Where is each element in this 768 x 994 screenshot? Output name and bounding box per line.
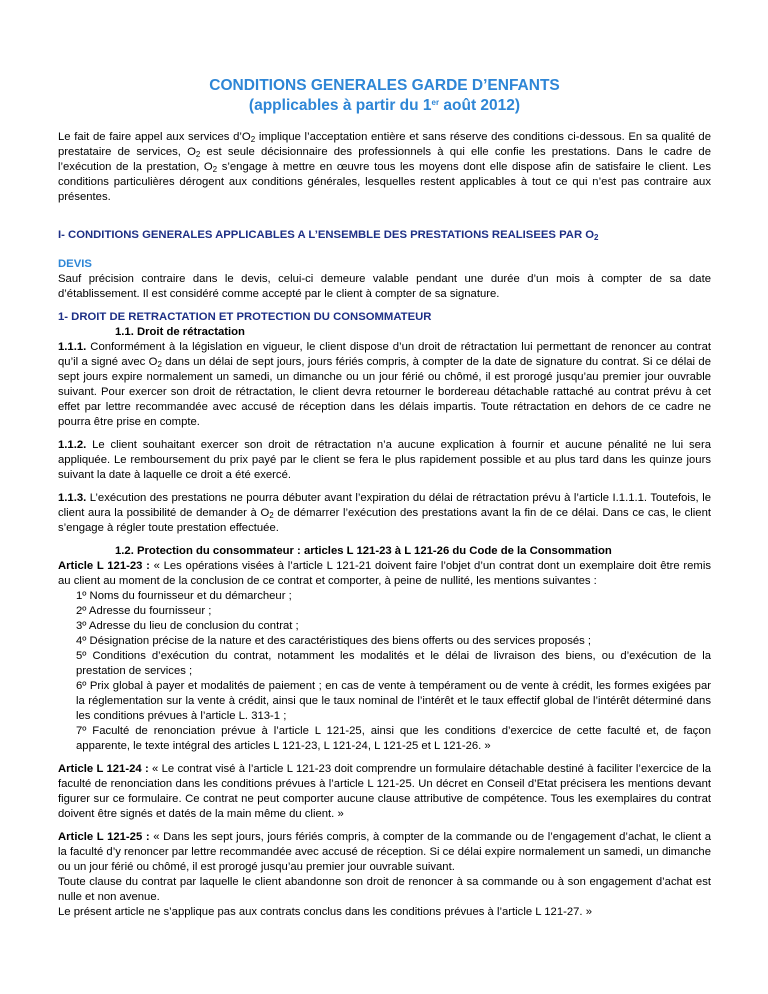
- title-line-2-start: (applicables à partir du 1: [248, 97, 432, 114]
- section-heading-conditions-generales: I- CONDITIONS GENERALES APPLICABLES A L’ENSEMBLE DES PRESTATIONS REALISEES PAR $O_2$: [58, 229, 599, 242]
- article-l121-25-paragraph-2: Toute clause du contrat par laquelle le client abandonne son droit de renoncer à sa commande ou à son engagement d’achat est nulle et non avenue.: [58, 876, 711, 903]
- article-l121-25-paragraph-3: Le présent article ne s’applique pas aux contrats conclus dans les conditions prévues à l’article L 121-27. »: [58, 906, 592, 918]
- devis-heading: DEVIS: [58, 258, 92, 270]
- paragraph-1-1-2: 1.1.2. Le client souhaitant exercer son droit de rétractation n’a aucune explication à fournir et aucune pénalité ne lui sera appliquée. Le remboursement du prix payé par le client se fera le plus rapidement possible et au plus tard dans les quinze jours suivant la date à laquelle ce droit a été exercé.: [58, 439, 711, 481]
- document-title: [58, 76, 711, 116]
- mentions-list: [58, 589, 711, 754]
- list-item: 4º Désignation précise de la nature et des caractéristiques des biens offerts ou des services proposés ;: [76, 635, 592, 647]
- droit-retractation-heading: 1.1. Droit de rétractation: [115, 326, 245, 338]
- list-item: 5º Conditions d’exécution du contrat, notamment les modalités et le délai de livraison des biens, ou d’exécution de la prestation de services ;: [76, 650, 711, 677]
- list-item: 6º Prix global à payer et modalités de paiement ; en cas de vente à tempérament ou de vente à crédit, les formes exigées par la réglementation sur la vente à crédit, ainsi que le taux nominal de l’intérêt et le taux effectif global de l’intérêt déterminé dans les conditions prévues à l’article L. 313-1 ;: [76, 680, 711, 722]
- article-l121-23: Article L 121-23 : « Les opérations visées à l’article L 121-21 doivent faire l’objet d’un contrat dont un exemplaire doit être remis au client au moment de la conclusion de ce contrat et comporter, à peine de nullité, les mentions suivantes :: [58, 560, 711, 587]
- list-item: 2º Adresse du fournisseur ;: [76, 605, 212, 617]
- article-l121-25: Article L 121-25 : « Dans les sept jours, jours fériés compris, à compter de la commande ou de l’engagement d’achat, le client a la faculté d’y renoncer par lettre recommandée avec accusé de réception. Si ce délai expire normalement un samedi, un dimanche ou un jour férié ou chômé, il est prorogé jusqu’au premier jour ouvrable suivant.: [58, 831, 711, 873]
- title-line-2-end: août 2012): [439, 97, 521, 114]
- paragraph-1-1-1: 1.1.1. Conformément à la législation en vigueur, le client dispose d’un droit de rétractation lui permettant de renoncer au contrat qu’il a signé avec $O_2$ dans un délai de sept jours, jours fériés compris, à compter de la date de signature du contrat. Si ce délai de sept jours expire normalement un samedi, un dimanche ou un jour férié ou chômé, il est prorogé jusqu’au premier jour ouvrable suivant. Pour exercer son droit de rétractation, le client devra retourner le bordereau détachable rattaché au contrat prévu à cet effet par lettre recommandée avec accusé de réception dans les délais impartis. Toute rétractation en dehors de ce cadre ne pourra être prise en compte.: [58, 341, 711, 428]
- intro-paragraph: Le fait de faire appel aux services $d’O_2$ implique l’acceptation entière et sans réserve des conditions ci-dessous. En sa qualité de prestataire de services, $O_2$ est seule décisionnaire des professionnels à qui elle confie les prestations. Dans le cadre de l’exécution de la prestation, $O_2$ s’engage à mettre en œuvre tous les moyens dont elle dispose afin de satisfaire le client. Les conditions particulières dérogent aux conditions générales, lesquelles restent applicables à tout ce qui n’est pas contraire aux présentes.: [58, 131, 711, 203]
- paragraph-1-1-3: 1.1.3. L’exécution des prestations ne pourra débuter avant l’expiration du délai de rétractation prévu à l’article I.1.1.1. Toutefois, le client aura la possibilité de demander à $O_2$ de démarrer l’exécution des prestations avant la fin de ce délai. Dans ce cas, le client s’engage à régler toute prestation effectuée.: [58, 492, 712, 534]
- list-item: 1º Noms du fournisseur et du démarcheur ;: [76, 590, 292, 602]
- list-item: 7º Faculté de renonciation prévue à l’article L 121-25, ainsi que les conditions d’exercice de cette faculté et, de façon apparente, le texte intégral des articles L 121-23, L 121-24, L 121-25 et L 121-26. »: [76, 725, 711, 752]
- list-item: 3º Adresse du lieu de conclusion du contrat ;: [76, 620, 299, 632]
- title-line-1: CONDITIONS GENERALES GARDE D’ENFANTS: [209, 77, 560, 94]
- retractation-heading: 1- DROIT DE RETRACTATION ET PROTECTION DU CONSOMMATEUR: [58, 311, 432, 323]
- devis-paragraph: Sauf précision contraire dans le devis, celui-ci demeure valable pendant une durée d’un mois à compter de sa date d’établissement. Il est considéré comme accepté par le client à compter de sa signature.: [58, 273, 711, 300]
- protection-consommateur-heading: 1.2. Protection du consommateur : articles L 121-23 à L 121-26 du Code de la Consommation: [115, 545, 612, 557]
- title-superscript: er: [431, 98, 440, 107]
- article-l121-24: Article L 121-24 : « Le contrat visé à l’article L 121-23 doit comprendre un formulaire détachable destiné à faciliter l’exercice de la faculté de renonciation dans les conditions prévues à l’article L 121-25. Un décret en Conseil d’Etat précisera les mentions devant figurer sur ce formulaire. Ce contrat ne peut comporter aucune clause attributive de compétence. Tous les exemplaires du contrat doivent être signés et datés de la main même du client. »: [58, 763, 711, 820]
- title-line-2: [58, 96, 711, 116]
